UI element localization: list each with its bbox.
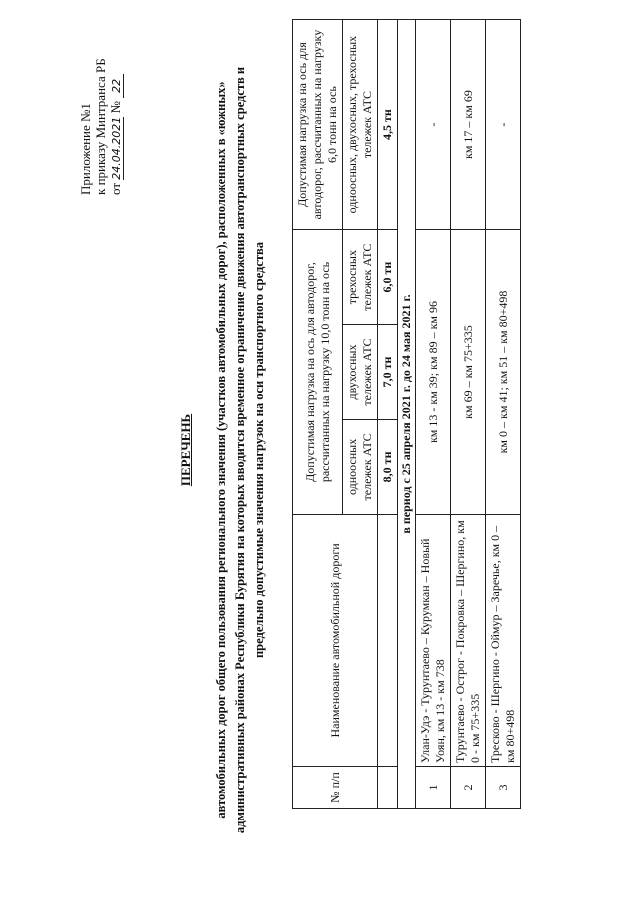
limit-all-types: 4,5 тн: [378, 20, 398, 230]
appendix-date-line: [108, 25, 124, 195]
period-label: в период с 25 апреля 2021 г. до 24 мая 2021 г.: [398, 20, 416, 809]
row-road-name: Тресково - Шергино - Оймур – Заречье, км 0 – км 80+498: [486, 514, 521, 766]
row-range-10t: км 13 - км 39; км 89 – км 96: [416, 230, 451, 515]
limit-triple: 6,0 тн: [378, 230, 398, 325]
header-group-10: Допустимая нагрузка на ось для автодорог, рассчитанных на нагрузку 10,0 тонн на ось: [293, 230, 343, 515]
header-all-types: одноосных, двухосных, трехосных тележек АТС: [343, 20, 378, 230]
appendix-order: к приказу Минтранса РБ: [93, 58, 108, 195]
appendix-title: Приложение №1: [78, 103, 93, 195]
roads-table: [292, 19, 521, 809]
header-triple: трехосных тележек АТС: [343, 230, 378, 325]
row-road-name: Улан-Удэ - Турунтаево – Курумкан – Новый Уоян, км 13 - км 738: [416, 514, 451, 766]
row-num: 3: [486, 766, 521, 808]
header-double: двухосных тележек АТС: [343, 325, 378, 420]
appendix-number: 22: [110, 74, 124, 98]
table-row: [416, 20, 451, 809]
row-range-6t: км 17 – км 69: [451, 20, 486, 230]
row-range-6t: -: [486, 20, 521, 230]
document-subtitle: автомобильных дорог общего пользования регионального значения (участков автомобильных дорог), расположенных в «южных» административных районах Республики Бурятия на которых вводится временное ограничение движения автотранспортных средств и предельно допустимые значения нагрузок на оси транспортного средства: [214, 66, 266, 834]
header-group-6: Допустимая нагрузка на ось для автодорог, рассчитанных на нагрузку 6,0 тонн на ось: [293, 20, 343, 230]
header-single: одноосных тележек АТС: [343, 419, 378, 514]
appendix-block: [78, 25, 124, 195]
title-block: [178, 55, 269, 845]
limit-double: 7,0 тн: [378, 325, 398, 420]
document-title: ПЕРЕЧЕНЬ: [178, 413, 193, 487]
row-range-6t: -: [416, 20, 451, 230]
row-num: 1: [416, 766, 451, 808]
table-period-row: [398, 20, 416, 809]
row-range-10t: км 0 – км 41; км 51 – км 80+498: [486, 230, 521, 515]
row-range-10t: км 69 – км 75+335: [451, 230, 486, 515]
table-limits-row: [378, 20, 398, 809]
row-num: 2: [451, 766, 486, 808]
appendix-number-label: №: [108, 101, 123, 114]
table-row: [486, 20, 521, 809]
header-num: № п/п: [293, 766, 378, 808]
header-name: Наименование автомобильной дороги: [293, 514, 378, 766]
limit-single: 8,0 тн: [378, 419, 398, 514]
appendix-from-label: от: [108, 182, 123, 195]
appendix-date: 24.04.2021: [110, 116, 123, 180]
table-row: [451, 20, 486, 809]
table-header-row: [293, 20, 343, 809]
row-road-name: Турунтаево - Острог - Покровка – Шергино, км 0 - км 75+335: [451, 514, 486, 766]
